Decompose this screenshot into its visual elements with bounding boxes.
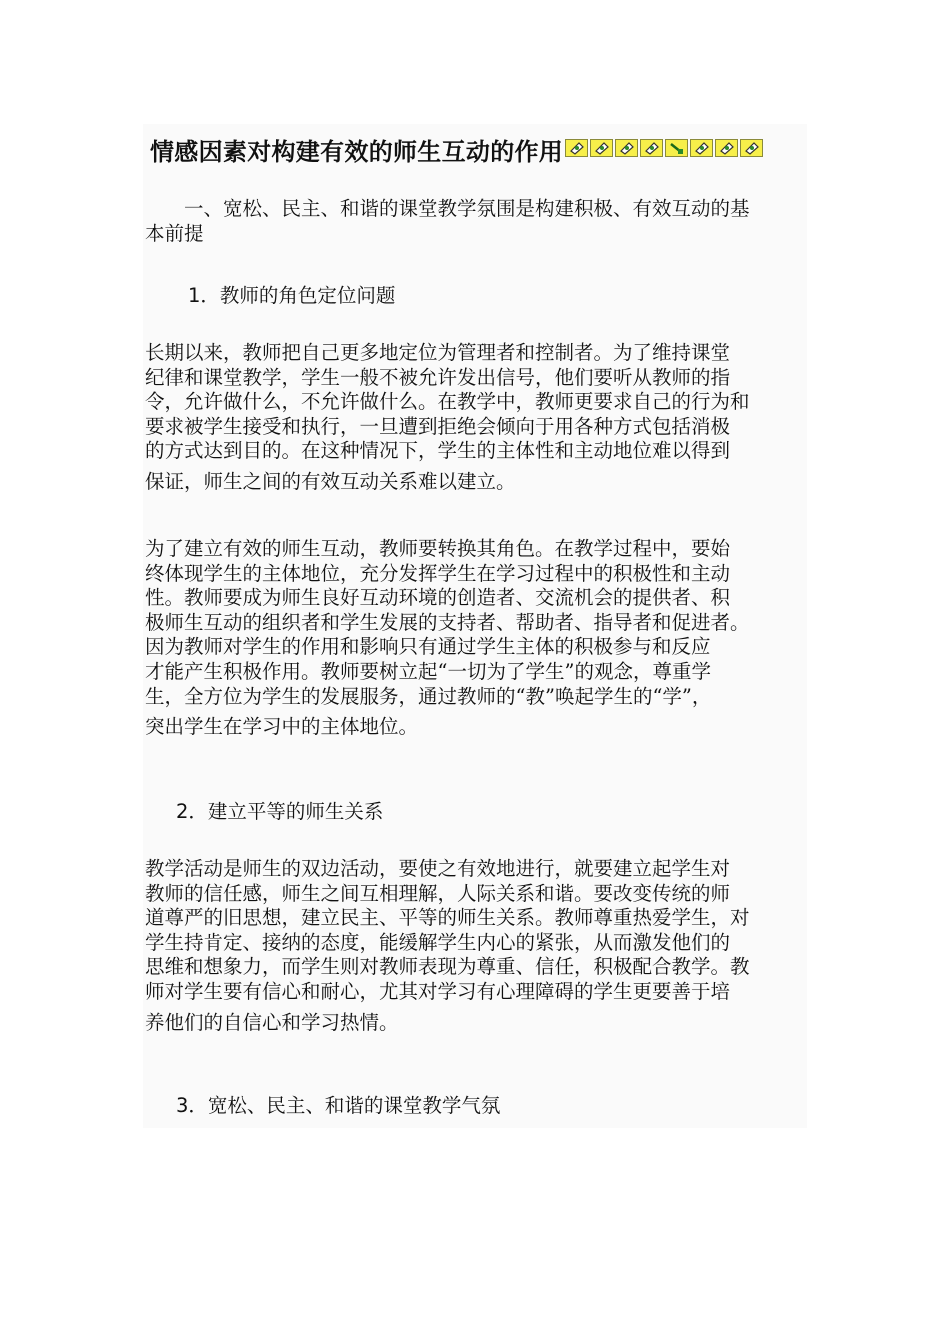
paragraph-line: 为了建立有效的师生互动，教师要转换其角色。在教学过程中，要始 [145, 537, 731, 560]
gear-tile-icon [740, 139, 763, 157]
paragraph-line: 教师的信任感，师生之间互相理解，人际关系和谐。要改变传统的师 [145, 881, 731, 905]
paragraph-line: 纪律和课堂教学，学生一般不被允许发出信号，他们要听从教师的指 [145, 365, 731, 389]
document-title: 情感因素对构建有效的师生互动的作用 [150, 137, 564, 166]
paragraph-line: 道尊严的旧思想，建立民主、平等的师生关系。教师尊重热爱学生，对 [145, 906, 750, 930]
paragraph-line: 因为教师对学生的作用和影响只有通过学生主体的积极参与和反应 [145, 635, 711, 659]
paragraph-line: 生，全方位为学生的发展服务，通过教师的“教”唤起学生的“学”， [145, 684, 712, 708]
paragraph-line: 的方式达到目的。在这种情况下，学生的主体性和主动地位难以得到 [145, 439, 731, 463]
subheading-atmosphere: 3．宽松、民主、和谐的课堂教学气氛 [176, 1094, 501, 1117]
section-heading [145, 197, 810, 246]
paragraph-line: 终体现学生的主体地位，充分发挥学生在学习过程中的积极性和主动 [145, 561, 731, 585]
slider-tile-icon [665, 139, 688, 157]
gear-tile-icon [640, 139, 663, 157]
paragraph-line: 令，允许做什么，不允许做什么。在教学中，教师更要求自己的行为和 [145, 390, 750, 414]
paragraph-line: 养他们的自信心和学习热情。 [145, 1010, 399, 1034]
title-icon-strip [565, 139, 765, 159]
paragraph-line: 突出学生在学习中的主体地位。 [145, 715, 419, 739]
paragraph-relationship [145, 857, 810, 1035]
gear-tile-icon [715, 139, 738, 157]
paragraph-line: 要求被学生接受和执行，一旦遭到拒绝会倾向于用各种方式包括消极 [145, 414, 731, 438]
paragraph-role-change [145, 537, 810, 740]
paragraph-line: 学生持肯定、接纳的态度，能缓解学生内心的紧张，从而激发他们的 [145, 930, 731, 954]
subheading-role: 1．教师的角色定位问题 [188, 284, 396, 307]
gear-tile-icon [565, 139, 588, 157]
paragraph-line: 才能产生积极作用。教师要树立起“一切为了学生”的观念，尊重学 [145, 659, 711, 683]
gear-tile-icon [590, 139, 613, 157]
paragraph-line: 极师生互动的组织者和学生发展的支持者、帮助者、指导者和促进者。 [145, 610, 750, 634]
gear-tile-icon [615, 139, 638, 157]
paragraph-line: 保证，师生之间的有效互动关系难以建立。 [145, 469, 516, 493]
paragraph-line: 长期以来，教师把自己更多地定位为管理者和控制者。为了维持课堂 [145, 341, 731, 364]
section-heading-line: 一、宽松、民主、和谐的课堂教学氛围是构建积极、有效互动的基 [145, 197, 750, 220]
paragraph-line: 师对学生要有信心和耐心，尤其对学习有心理障碍的学生更要善于培 [145, 979, 731, 1003]
paragraph-line: 性。教师要成为师生良好互动环境的创造者、交流机会的提供者、积 [145, 586, 731, 610]
subheading-relationship: 2．建立平等的师生关系 [176, 800, 384, 823]
paragraph-line: 教学活动是师生的双边活动，要使之有效地进行，就要建立起学生对 [145, 857, 731, 880]
paragraph-line: 思维和想象力，而学生则对教师表现为尊重、信任，积极配合教学。教 [145, 955, 750, 979]
paragraph-role-description [145, 341, 810, 495]
gear-tile-icon [690, 139, 713, 157]
title-row [150, 133, 765, 165]
section-heading-line: 本前提 [145, 221, 204, 245]
